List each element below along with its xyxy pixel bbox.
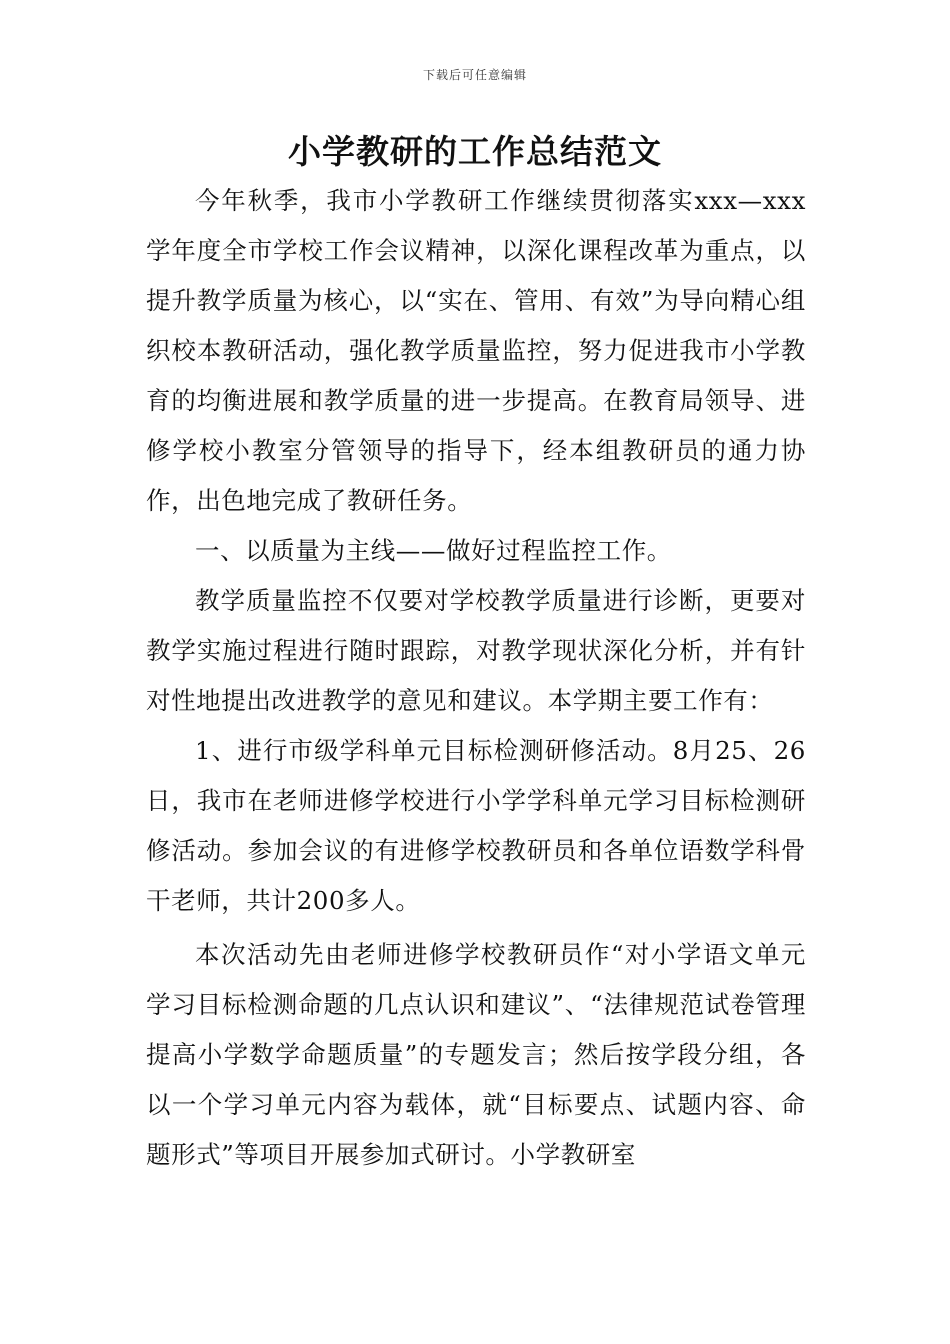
- document-body: [146, 176, 806, 1180]
- document-title: 小学教研的工作总结范文: [288, 132, 662, 171]
- paragraph-quality-monitoring: 教学质量监控不仅要对学校教学质量进行诊断，更要对教学实施过程进行随时跟踪，对教学现状深化分析，并有针对性地提出改进教学的意见和建议。本学期主要工作有：: [146, 586, 806, 715]
- section-heading-1: 一、以质量为主线——做好过程监控工作。: [195, 536, 672, 565]
- paragraph-intro: 今年秋季，我市小学教研工作继续贯彻落实xxx—xxx学年度全市学校工作会议精神，以深化课程改革为重点，以提升教学质量为核心，以“实在、管用、有效”为导向精心组织校本教研活动，强化教学质量监控，努力促进我市小学教育的均衡进展和教学质量的进一步提高。在教育局领导、进修学校小教室分管领导的指导下，经本组教研员的通力协作，出色地完成了教研任务。: [146, 186, 806, 515]
- paragraph-activity: 本次活动先由老师进修学校教研员作“对小学语文单元学习目标检测命题的几点认识和建议”、“法律规范试卷管理提高小学数学命题质量”的专题发言；然后按学段分组，各以一个学习单元内容为载体，就“目标要点、试题内容、命题形式”等项目开展参加式研讨。小学教研室: [146, 940, 806, 1169]
- header-note: 下载后可任意编辑: [422, 68, 527, 82]
- paragraph-item-1: 1、进行市级学科单元目标检测研修活动。8月25、26日，我市在老师进修学校进行小学学科单元学习目标检测研修活动。参加会议的有进修学校教研员和各单位语数学科骨干老师，共计200多人。: [146, 736, 806, 915]
